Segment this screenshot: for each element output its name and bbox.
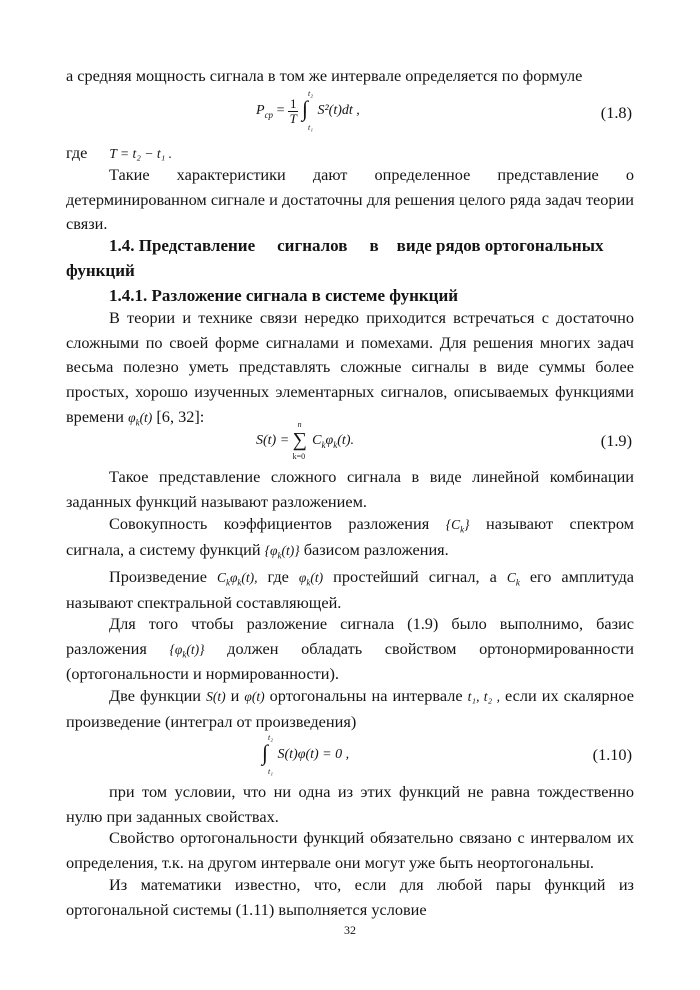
para-decomposition: Такое представление сложного сигнала в виде линейной комбинации заданных функций называют разложением.: [66, 467, 634, 511]
para-spectrum-c: базисом разложения.: [303, 539, 449, 559]
para-theory-fn: $\varphi_k(t)$: [128, 409, 153, 428]
document-page: [66, 0, 634, 990]
para-orthogonal: [66, 684, 634, 734]
para-orthogonal-interval: t₁, t₂ ,: [467, 689, 500, 704]
formula-1-9-number: (1.9): [600, 431, 632, 450]
formula-1-8-body: S²(t)dt ,: [317, 103, 360, 119]
section-heading-1-4: [66, 233, 634, 283]
formula-1-8-lhs: P: [256, 103, 265, 119]
formula-1-8-lhs-sub: cp: [264, 110, 274, 121]
formula-1-10-number: (1.10): [592, 745, 632, 764]
para-product-a: Произведение: [109, 567, 207, 586]
formula-1-9-sum: ∑ n k=0: [292, 420, 307, 461]
formula-1-8-frac-top: 1: [289, 95, 297, 111]
formula-1-10-body: S(t)φ(t) = 0 ,: [277, 747, 350, 763]
formula-1-8-frac-bot: T: [289, 110, 297, 126]
para-theory: [66, 306, 634, 431]
para-product-m3: $C_k$: [506, 570, 520, 588]
section-1-4-w5: функций: [66, 261, 135, 280]
para-provided: при том условии, что ни одна из этих функций не равна тождественно нулю при заданных свойствах.: [66, 782, 634, 826]
para-product-c: простейший сигнал, а: [333, 567, 497, 586]
para-orthogonal-f2: φ(t): [244, 689, 265, 704]
para-condition-a: Для того чтобы разложение сигнала (1.9) было выполнимо, базис разложения: [66, 614, 634, 658]
page-number: 32: [344, 923, 356, 937]
formula-1-9-body: $C_k\varphi_k(t)$.: [312, 433, 354, 451]
section-1-4-w4: виде рядов ортогональных: [396, 236, 604, 255]
formula-1-10: [66, 733, 634, 784]
para-math: Из математики известно, что, если для любой пары функций из ортогональной системы (1.11) выполняется условие: [66, 875, 634, 919]
formula-1-9-upper: n: [297, 420, 302, 429]
formula-1-8-lower: t₁: [307, 123, 313, 132]
formula-1-8-upper: t₂: [307, 89, 313, 98]
para-orthogonal-b: ортогональны на интервале: [269, 686, 463, 705]
formula-1-9-lhs: S(t) =: [256, 433, 290, 449]
para-condition-b: должен обладать свойством ортонормированности (ортогональности и нормированности).: [66, 638, 634, 684]
para-product-m2: $\varphi_k(t)$: [298, 570, 324, 588]
para-product-m1: $C_k\varphi_k(t)$,: [216, 570, 258, 588]
where-expr: T = t₂ − t₁ .: [109, 146, 173, 161]
formula-1-9-expression: [256, 422, 354, 460]
para-spectrum-set1: $\{C_k\}$: [445, 517, 470, 535]
formula-1-8: [66, 89, 634, 136]
section-1-4-w1: Представление: [138, 236, 256, 255]
formula-1-10-lower: t₁: [268, 767, 274, 776]
formula-1-8-integral: ∫ t₂ t₁: [301, 89, 313, 132]
para-orthogonal-a: Две функции: [109, 686, 202, 705]
formula-1-8-expression: [256, 89, 360, 132]
formula-1-10-integral: ∫ t₂ t₁: [262, 733, 274, 776]
para-orthogonal-and: и: [230, 686, 240, 705]
formula-1-9: [66, 420, 634, 468]
para-interval: Свойство ортогональности функций обязательно связано с интервалом их определения, т.к. на другом интервале они могут уже быть неортогональны.: [66, 828, 634, 872]
para-characteristics: Такие характеристики дают определенное представление о детерминированном сигнале и достаточны для решения целого ряда задач теории связи.: [66, 165, 634, 234]
formula-1-8-fraction: [288, 97, 299, 126]
formula-1-10-expression: [262, 733, 350, 776]
para-product-d: его амплитуда называют спектральной составляющей.: [66, 567, 635, 612]
formula-1-8-eq: =: [276, 103, 285, 119]
para-condition-set: $\{\varphi_k(t)\}$: [169, 641, 205, 660]
para-product-b: где: [267, 567, 289, 586]
para-orthogonal-f1: S(t): [206, 689, 226, 704]
section-1-4-num: 1.4.: [109, 236, 135, 255]
formula-1-9-lower: k=0: [292, 452, 306, 461]
para-orthogonal-c: если их скалярное произведение (интеграл от произведения): [66, 686, 634, 731]
para-condition: [66, 612, 634, 687]
para-spectrum-b: называют спектром сигнала, а систему функций: [66, 514, 634, 559]
para-spectrum-a: Совокупность коэффициентов разложения: [109, 514, 430, 533]
para-spectrum-set2: $\{\varphi_k(t)\}$: [264, 542, 300, 561]
intro-line: а средняя мощность сигнала в том же интервале определяется по формуле: [66, 66, 583, 85]
section-1-4-w2: сигналов: [277, 236, 348, 255]
para-spectrum: [66, 512, 634, 563]
para-theory-text: В теории и технике связи нередко приходится встречаться с достаточно сложными по своей форме сигналами и помехами. Для решения многих задач весьма полезно уметь представлять сложные сигналы в виде суммы более простых, хорошо изученных элементарных сигналов, описываемых функциями времени: [66, 308, 634, 426]
section-1-4-w3: в: [369, 236, 379, 255]
para-product: [66, 565, 634, 615]
para-theory-ref: [6, 32]:: [156, 406, 205, 426]
formula-1-8-number: (1.8): [600, 103, 632, 122]
section-heading-1-4-1: 1.4.1. Разложение сигнала в системе функций: [109, 286, 459, 305]
where-label: где: [66, 143, 88, 162]
formula-1-10-upper: t₂: [268, 733, 274, 742]
